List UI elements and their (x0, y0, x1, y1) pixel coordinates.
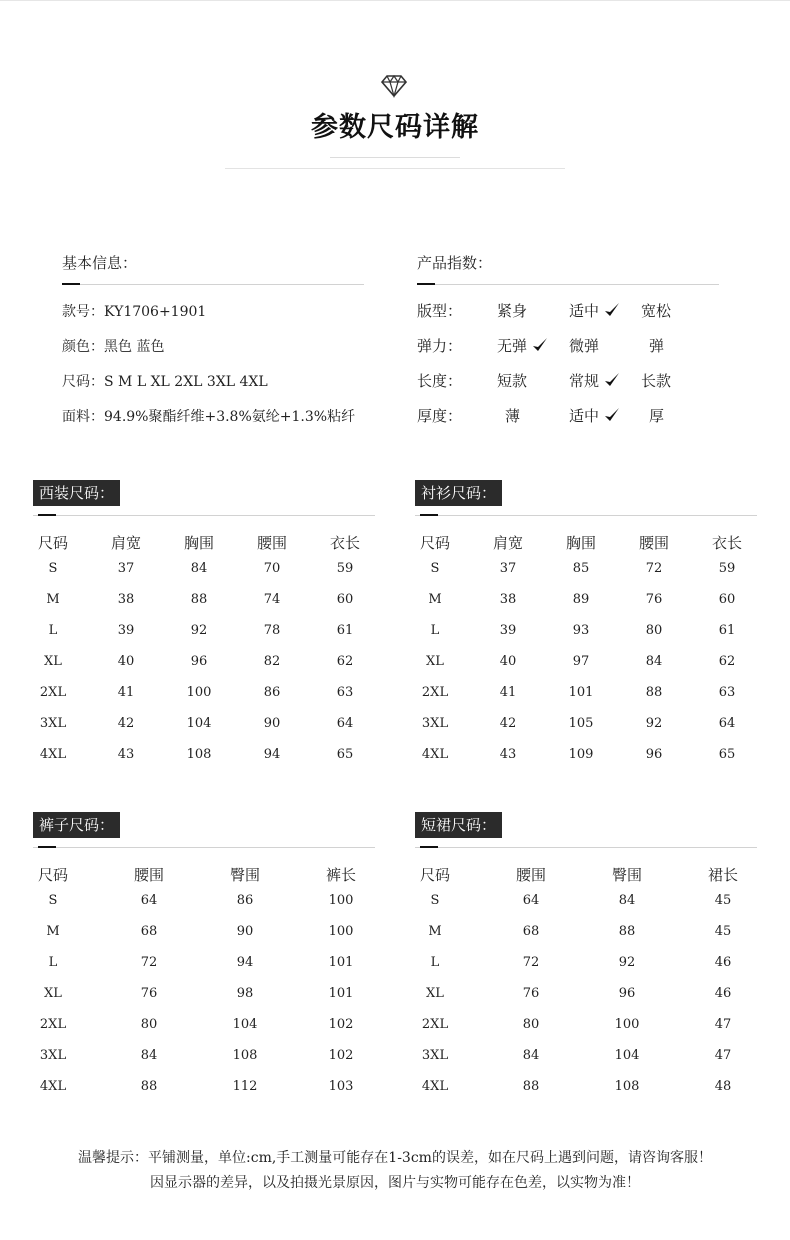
basic-info-heading: 基本信息： (62, 254, 138, 272)
table-cell: 86 (236, 893, 254, 908)
table-cell: 104 (186, 716, 212, 731)
table-header-cell: 腰围 (515, 866, 547, 884)
table-cell: 90 (236, 924, 254, 939)
table-cell: 80 (140, 1017, 158, 1032)
table-cell: 60 (336, 592, 354, 607)
table-header-cell: 尺码 (37, 534, 69, 552)
table-header-cell: 腰围 (133, 866, 165, 884)
table-cell: 2XL (39, 685, 67, 700)
table-cell: 90 (263, 716, 281, 731)
table-cell: L (48, 623, 58, 638)
table-cell: XL (426, 654, 444, 669)
table-cell: 84 (645, 654, 663, 669)
table-cell: 41 (117, 685, 135, 700)
table-cell: 72 (645, 561, 663, 576)
table-cell: 84 (522, 1048, 540, 1063)
product-index-rule (417, 284, 719, 285)
fabric-info: 面料：94.9%聚酯纤维+3.8%氨纶+1.3%粘纤 (62, 409, 356, 425)
table-cell: 72 (522, 955, 540, 970)
table-cell: 94 (263, 747, 281, 762)
table-cell: 102 (328, 1017, 354, 1032)
table-cell: 96 (618, 986, 636, 1001)
index-label: 长度： (417, 372, 463, 390)
table-cell: 65 (336, 747, 354, 762)
checkmark-icon (603, 301, 621, 319)
table-cell: 43 (117, 747, 135, 762)
table-cell: 2XL (421, 1017, 449, 1032)
table-cell: 80 (645, 623, 663, 638)
table-cell: 93 (572, 623, 590, 638)
table-header-cell: 腰围 (638, 534, 670, 552)
table-cell: 4XL (421, 1079, 449, 1094)
table-header-cell: 肩宽 (492, 534, 524, 552)
table-cell: 47 (714, 1048, 732, 1063)
index-option: 弹 (649, 337, 665, 355)
table-header-cell: 衣长 (329, 534, 361, 552)
pants-mark (38, 846, 56, 848)
index-option: 常规 (569, 372, 600, 390)
table-header-cell: 尺码 (419, 866, 451, 884)
table-cell: 96 (645, 747, 663, 762)
table-cell: 46 (714, 955, 732, 970)
index-label: 厚度： (417, 407, 463, 425)
table-cell: M (428, 592, 442, 607)
tip-line-1: 温馨提示：平铺测量，单位:cm,手工测量可能存在1-3cm的误差，如在尺码上遇到问题，请咨询客服！ (78, 1150, 712, 1166)
table-cell: 104 (232, 1017, 258, 1032)
table-header-cell: 尺码 (37, 866, 69, 884)
pants-rule (33, 847, 375, 848)
table-cell: 88 (140, 1079, 158, 1094)
table-cell: 61 (336, 623, 354, 638)
pants-size-tag: 裤子尺码： (33, 812, 120, 838)
table-cell: 98 (236, 986, 254, 1001)
title-fine-line (225, 168, 565, 169)
index-option: 薄 (505, 407, 521, 425)
index-option: 微弹 (569, 337, 600, 355)
table-cell: 88 (190, 592, 208, 607)
style-number: 款号：KY1706+1901 (62, 304, 207, 320)
table-cell: 86 (263, 685, 281, 700)
table-cell: 74 (263, 592, 281, 607)
table-cell: 38 (117, 592, 135, 607)
table-cell: 76 (140, 986, 158, 1001)
table-cell: 97 (572, 654, 590, 669)
table-cell: 42 (117, 716, 135, 731)
table-cell: 112 (232, 1079, 258, 1094)
page-title: 参数尺码详解 (311, 112, 479, 143)
skirt-size-tag: 短裙尺码： (415, 812, 502, 838)
title-underline (330, 157, 460, 158)
table-cell: 62 (718, 654, 736, 669)
table-cell: 42 (499, 716, 517, 731)
table-cell: 40 (117, 654, 135, 669)
table-cell: M (46, 924, 60, 939)
table-cell: 68 (140, 924, 158, 939)
table-header-cell: 胸围 (565, 534, 597, 552)
color-info: 颜色：黑色 蓝色 (62, 339, 165, 355)
table-cell: 3XL (421, 716, 449, 731)
table-cell: 100 (328, 893, 354, 908)
table-cell: 39 (117, 623, 135, 638)
table-cell: 101 (328, 955, 354, 970)
table-cell: XL (44, 986, 62, 1001)
index-label: 版型： (417, 302, 463, 320)
table-cell: XL (44, 654, 62, 669)
suit-rule (33, 515, 375, 516)
skirt-mark (420, 846, 438, 848)
table-cell: 4XL (39, 747, 67, 762)
table-cell: 2XL (421, 685, 449, 700)
table-cell: 109 (568, 747, 594, 762)
table-cell: L (430, 955, 440, 970)
table-cell: 100 (186, 685, 212, 700)
table-cell: 45 (714, 924, 732, 939)
table-cell: 68 (522, 924, 540, 939)
table-cell: 94 (236, 955, 254, 970)
table-cell: 88 (645, 685, 663, 700)
table-cell: 104 (614, 1048, 640, 1063)
suit-size-tag: 西装尺码： (33, 480, 120, 506)
table-cell: 85 (572, 561, 590, 576)
product-index-mark (417, 283, 435, 285)
table-cell: M (428, 924, 442, 939)
table-cell: 46 (714, 986, 732, 1001)
table-cell: M (46, 592, 60, 607)
table-cell: 37 (117, 561, 135, 576)
table-cell: 48 (714, 1079, 732, 1094)
table-cell: 80 (522, 1017, 540, 1032)
table-header-cell: 尺码 (419, 534, 451, 552)
table-header-cell: 腰围 (256, 534, 288, 552)
table-cell: 101 (568, 685, 594, 700)
product-index-heading: 产品指数： (417, 254, 493, 272)
skirt-rule (415, 847, 757, 848)
table-cell: 72 (140, 955, 158, 970)
checkmark-icon (603, 371, 621, 389)
table-cell: 88 (618, 924, 636, 939)
table-cell: 78 (263, 623, 281, 638)
table-cell: XL (426, 986, 444, 1001)
index-option: 适中 (569, 302, 600, 320)
table-cell: 3XL (39, 716, 67, 731)
table-cell: 64 (336, 716, 354, 731)
table-cell: 45 (714, 893, 732, 908)
table-cell: L (430, 623, 440, 638)
table-cell: 76 (645, 592, 663, 607)
size-info: 尺码：S M L XL 2XL 3XL 4XL (62, 374, 268, 390)
table-cell: 2XL (39, 1017, 67, 1032)
table-header-cell: 胸围 (183, 534, 215, 552)
table-cell: 64 (718, 716, 736, 731)
table-cell: 63 (718, 685, 736, 700)
table-cell: 84 (140, 1048, 158, 1063)
table-cell: 108 (186, 747, 212, 762)
table-cell: 62 (336, 654, 354, 669)
table-header-cell: 裙长 (707, 866, 739, 884)
tip-line-2: 因显示器的差异，以及拍摄光景原因，图片与实物可能存在色差，以实物为准！ (150, 1175, 640, 1191)
table-cell: 100 (614, 1017, 640, 1032)
table-cell: 100 (328, 924, 354, 939)
table-cell: 88 (522, 1079, 540, 1094)
table-cell: 92 (645, 716, 663, 731)
table-cell: 108 (614, 1079, 640, 1094)
table-cell: 101 (328, 986, 354, 1001)
index-option: 宽松 (641, 302, 672, 320)
table-cell: 89 (572, 592, 590, 607)
table-cell: S (48, 561, 58, 576)
table-cell: 102 (328, 1048, 354, 1063)
suit-mark (38, 514, 56, 516)
table-cell: 84 (190, 561, 208, 576)
table-cell: 3XL (421, 1048, 449, 1063)
index-label: 弹力： (417, 337, 463, 355)
table-header-cell: 臀围 (611, 866, 643, 884)
table-cell: 65 (718, 747, 736, 762)
diamond-icon (381, 74, 407, 98)
index-option: 短款 (497, 372, 528, 390)
index-option: 厚 (649, 407, 665, 425)
table-header-cell: 裤长 (325, 866, 357, 884)
shirt-mark (420, 514, 438, 516)
table-cell: 63 (336, 685, 354, 700)
table-cell: 37 (499, 561, 517, 576)
checkmark-icon (531, 336, 549, 354)
table-cell: S (430, 561, 440, 576)
table-cell: 92 (190, 623, 208, 638)
table-cell: 64 (140, 893, 158, 908)
shirt-size-tag: 衬衫尺码： (415, 480, 502, 506)
table-cell: S (430, 893, 440, 908)
table-cell: 4XL (39, 1079, 67, 1094)
index-option: 适中 (569, 407, 600, 425)
table-cell: 39 (499, 623, 517, 638)
table-cell: 96 (190, 654, 208, 669)
table-cell: 41 (499, 685, 517, 700)
basic-info-rule (62, 284, 364, 285)
table-cell: 76 (522, 986, 540, 1001)
shirt-rule (415, 515, 757, 516)
table-cell: 38 (499, 592, 517, 607)
index-option: 无弹 (497, 337, 528, 355)
table-cell: 59 (718, 561, 736, 576)
table-cell: 108 (232, 1048, 258, 1063)
table-cell: 60 (718, 592, 736, 607)
table-cell: 59 (336, 561, 354, 576)
table-cell: 4XL (421, 747, 449, 762)
index-option: 紧身 (497, 302, 528, 320)
table-cell: 43 (499, 747, 517, 762)
index-option: 长款 (641, 372, 672, 390)
table-cell: 70 (263, 561, 281, 576)
table-cell: 84 (618, 893, 636, 908)
table-cell: 61 (718, 623, 736, 638)
basic-info-mark (62, 283, 80, 285)
table-cell: 64 (522, 893, 540, 908)
table-cell: 40 (499, 654, 517, 669)
table-cell: 92 (618, 955, 636, 970)
table-cell: S (48, 893, 58, 908)
checkmark-icon (603, 406, 621, 424)
table-header-cell: 臀围 (229, 866, 261, 884)
table-header-cell: 肩宽 (110, 534, 142, 552)
table-cell: 103 (328, 1079, 354, 1094)
table-cell: 47 (714, 1017, 732, 1032)
table-cell: L (48, 955, 58, 970)
top-divider (0, 0, 790, 1)
table-header-cell: 衣长 (711, 534, 743, 552)
table-cell: 105 (568, 716, 594, 731)
table-cell: 3XL (39, 1048, 67, 1063)
table-cell: 82 (263, 654, 281, 669)
